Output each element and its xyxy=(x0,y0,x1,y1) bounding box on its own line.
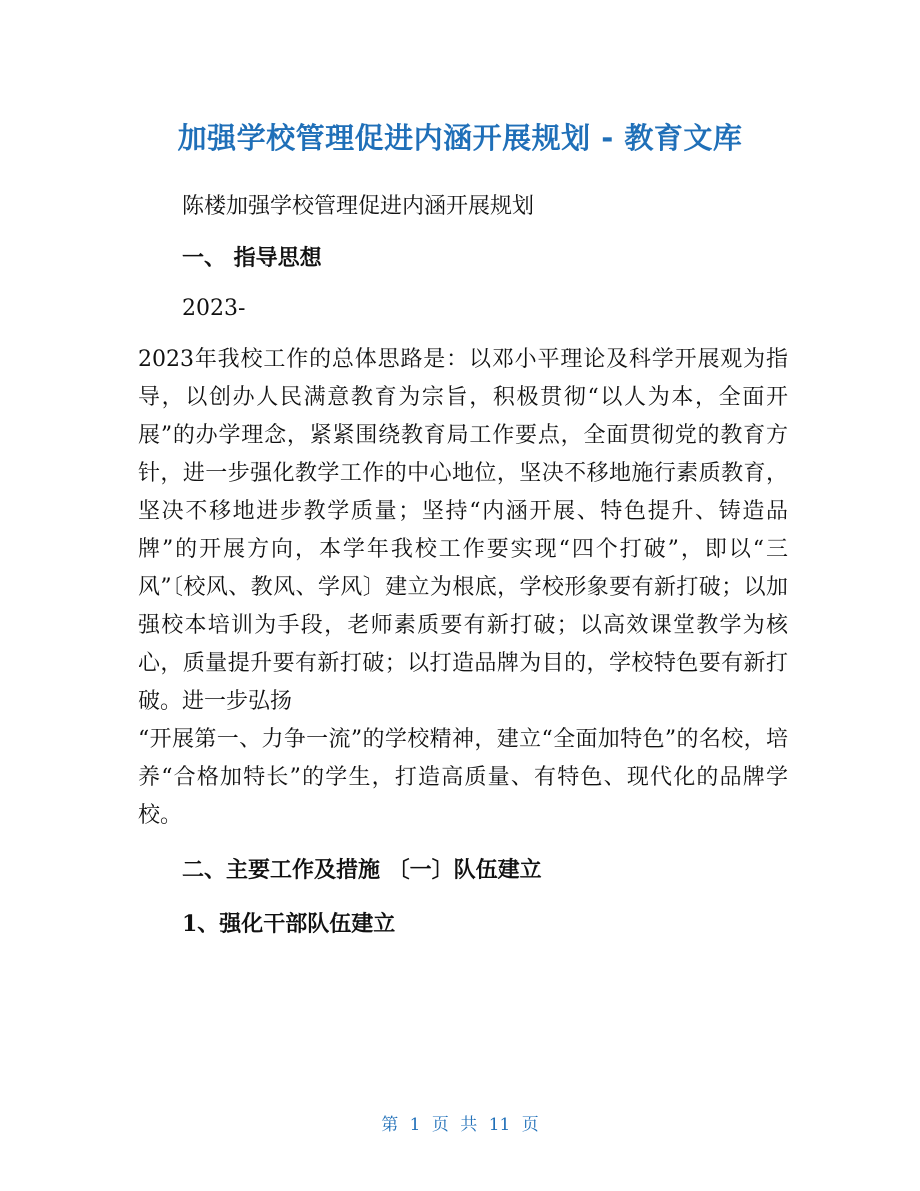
section-heading-guiding-thought: 一、 指导思想 xyxy=(182,245,322,271)
page-footer: 第 1 页 共 11 页 xyxy=(381,1115,539,1135)
body-paragraph: “开展第一、力争一流”的学校精神，建立“全面加特色”的名校，培养“合格加特长”的学生，打造高质量、有特色、现代化的品牌学校。 xyxy=(138,727,788,828)
section-heading-main-work: 二、主要工作及措施 〔一〕队伍建立 xyxy=(182,857,542,883)
year-line: 2023- xyxy=(182,296,246,321)
document-subtitle: 陈楼加强学校管理促进内涵开展规划 xyxy=(182,194,535,219)
body-paragraph: 2023年我校工作的总体思路是：以邓小平理论及科学开展观为指导，以创办人民满意教育为宗旨，积极贯彻“以人为本，全面开展”的办学理念，紧紧围绕教育局工作要点，全面贯彻党的教育方针，进一步强化教学工作的中心地位，坚决不移地施行素质教育，坚决不移地进步教学质量；坚持“内涵开展、特色提升、铸造品牌”的开展方向，本学年我校工作要实现“四个打破”，即以“三风”〔校风、教风、学风〕建立为根底，学校形象要有新打破；以加强校本培训为手段，老师素质要有新打破；以高效课堂教学为核心，质量提升要有新打破；以打造品牌为目的，学校特色要有新打破。进一步弘扬 xyxy=(138,347,788,714)
document-title: 加强学校管理促进内涵开展规划 - 教育文库 xyxy=(177,121,743,155)
document-body xyxy=(138,188,788,943)
subsection-heading-cadre-team: 1、强化干部队伍建立 xyxy=(182,911,396,937)
